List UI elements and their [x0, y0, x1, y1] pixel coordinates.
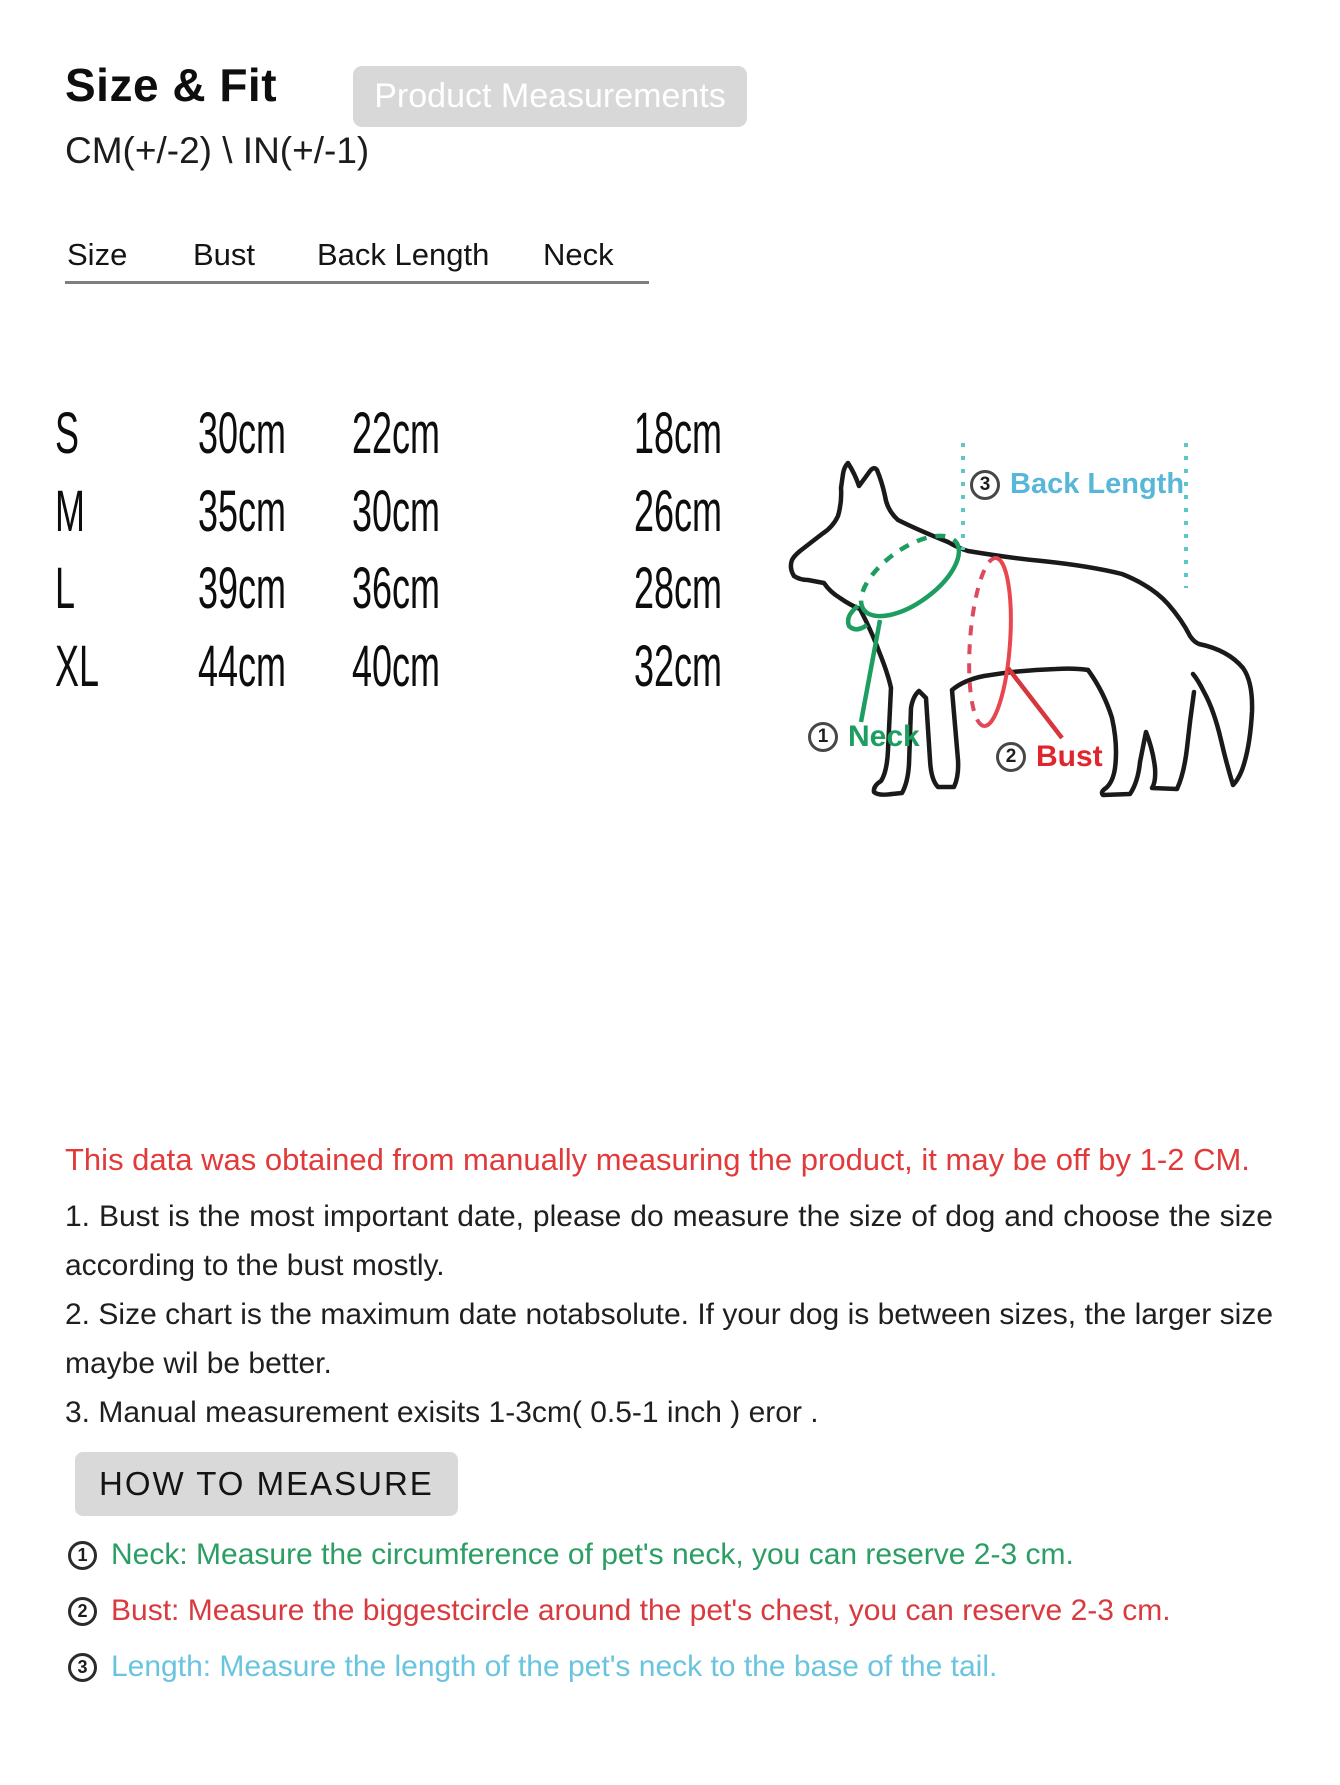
back-length-cell: 30cm	[352, 479, 440, 544]
measure-step-length	[68, 1650, 997, 1684]
back-length-cell: 40cm	[352, 634, 440, 699]
column-header-size: Size	[67, 237, 128, 272]
circled-number-2: 2	[68, 1597, 97, 1626]
neck-cell: 32cm	[634, 634, 722, 699]
size-table-header	[0, 237, 1340, 277]
back-length-cell: 22cm	[352, 401, 440, 466]
bust-measure-ellipse	[969, 558, 1062, 738]
size-cell: L	[55, 556, 76, 621]
bust-cell: 35cm	[198, 479, 286, 544]
circled-number-3: 3	[68, 1653, 97, 1682]
back-length-label: Back Length	[1010, 468, 1185, 500]
bust-cell: 30cm	[198, 401, 286, 466]
column-header-back-length: Back Length	[317, 237, 490, 272]
back-length-annotation	[970, 468, 1184, 501]
table-header-divider	[65, 281, 649, 284]
back-length-cell: 36cm	[352, 556, 440, 621]
measure-step-neck	[68, 1538, 1074, 1572]
page-title: Size & Fit	[65, 59, 278, 111]
note-1: 1. Bust is the most important date, please do measure the size of dog and choose the size according to the bust mostly.	[65, 1200, 1273, 1282]
size-cell: M	[55, 479, 85, 544]
measure-step-bust	[68, 1594, 1171, 1628]
bust-label: Bust	[1036, 740, 1103, 773]
neck-label: Neck	[848, 720, 920, 753]
note-2: 2. Size chart is the maximum date notabsolute. If your dog is between sizes, the larger size maybe wil be better.	[65, 1298, 1273, 1380]
measure-step-text: Bust: Measure the biggestcircle around the pet's chest, you can reserve 2-3 cm.	[111, 1594, 1171, 1627]
neck-annotation	[808, 720, 920, 754]
note-3: 3. Manual measurement exisits 1-3cm( 0.5-1 inch ) eror .	[65, 1396, 819, 1429]
size-cell: S	[55, 401, 79, 466]
bust-pointer-line	[1008, 668, 1062, 738]
bust-cell: 44cm	[198, 634, 286, 699]
neck-cell: 28cm	[634, 556, 722, 621]
tolerance-note: CM(+/-2) \ IN(+/-1)	[65, 130, 370, 171]
column-header-bust: Bust	[193, 237, 256, 272]
size-cell: XL	[55, 634, 99, 699]
neck-measure-ellipse	[848, 536, 959, 722]
circled-number-1: 1	[68, 1541, 97, 1570]
bust-cell: 39cm	[198, 556, 286, 621]
how-to-measure-heading: HOW TO MEASURE	[75, 1452, 458, 1516]
column-header-neck: Neck	[543, 237, 614, 272]
circled-number-3: 3	[970, 470, 1000, 500]
bust-annotation	[996, 740, 1103, 774]
measure-step-text: Length: Measure the length of the pet's neck to the base of the tail.	[111, 1650, 998, 1683]
circled-number-2: 2	[996, 742, 1026, 772]
measure-step-text: Neck: Measure the circumference of pet's neck, you can reserve 2-3 cm.	[111, 1538, 1074, 1571]
measurement-disclaimer: This data was obtained from manually measuring the product, it may be off by 1-2 CM.	[65, 1142, 1250, 1177]
circled-number-1: 1	[808, 722, 838, 752]
sizing-notes	[65, 1192, 1273, 1437]
product-measurements-badge: Product Measurements	[353, 66, 747, 127]
neck-cell: 18cm	[634, 401, 722, 466]
neck-cell: 26cm	[634, 479, 722, 544]
